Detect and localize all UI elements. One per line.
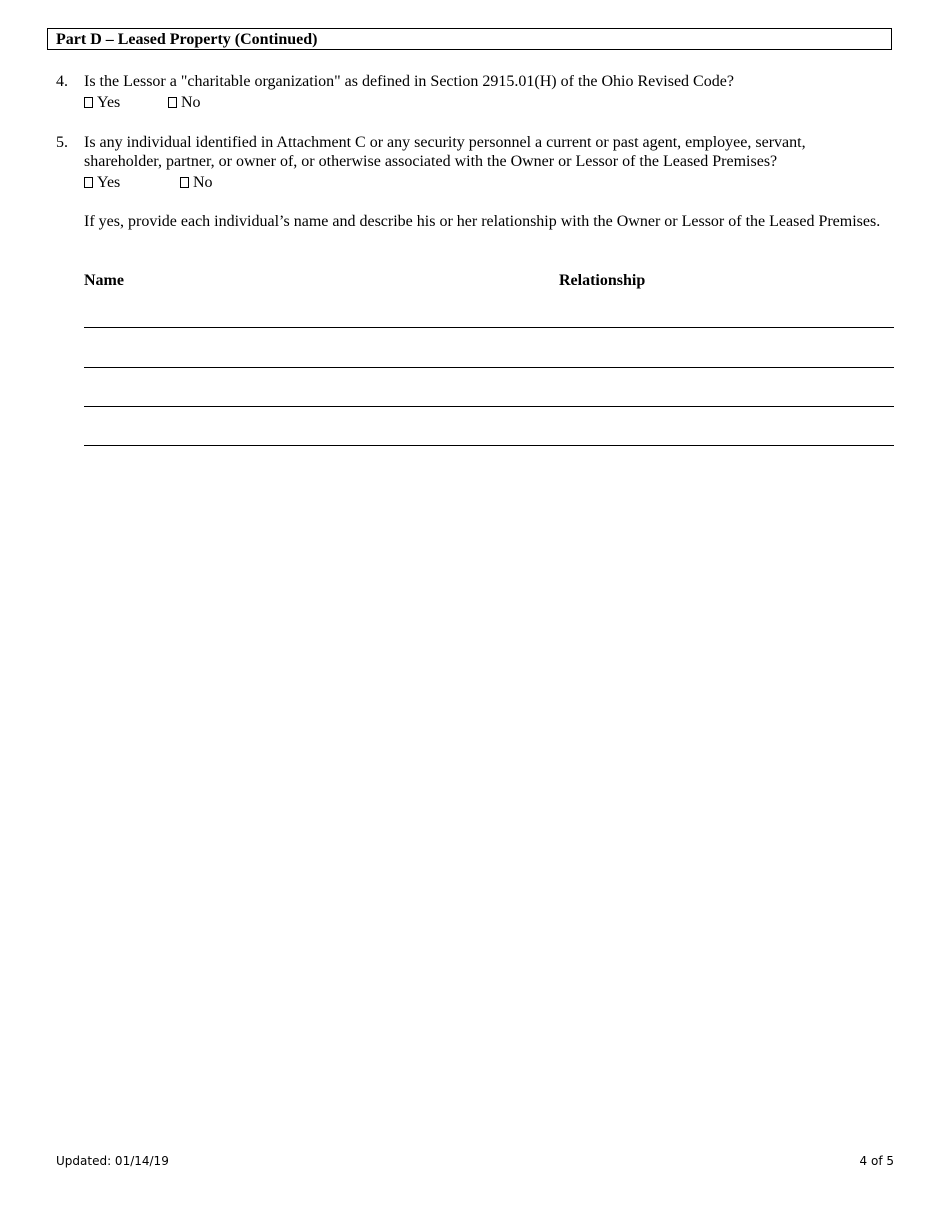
- checkbox-icon[interactable]: [84, 97, 93, 108]
- question-4-number: 4.: [56, 73, 68, 90]
- question-5-no-option[interactable]: [180, 173, 213, 192]
- section-header: [47, 28, 892, 50]
- checkbox-icon[interactable]: [168, 97, 177, 108]
- entry-line-4[interactable]: [84, 445, 894, 446]
- question-5-yes-label: Yes: [97, 174, 121, 191]
- relationship-column-header: Relationship: [559, 272, 646, 289]
- footer-updated: Updated: 01/14/19: [56, 1154, 169, 1168]
- entry-line-1[interactable]: [84, 327, 894, 328]
- entry-line-3[interactable]: [84, 406, 894, 407]
- question-5-followup: If yes, provide each individual’s name and describe his or her relationship with the Owner or Lessor of the Leased Premises.: [84, 213, 881, 230]
- question-5-yes-option[interactable]: [84, 173, 120, 192]
- question-5-number: 5.: [56, 134, 68, 151]
- question-5-text: Is any individual identified in Attachment C or any security personnel a current or past agent, employee, servant, shareholder, partner, or owner of, or otherwise associated with the Owner or Lessor of the Leased Premises?: [84, 134, 806, 170]
- footer-page-number: 4 of 5: [859, 1154, 894, 1168]
- entry-line-2[interactable]: [84, 367, 894, 368]
- checkbox-icon[interactable]: [180, 177, 189, 188]
- section-title: Part D – Leased Property (Continued): [56, 31, 318, 48]
- question-4-text: Is the Lessor a "charitable organization" as defined in Section 2915.01(H) of the Ohio Revised Code?: [84, 73, 734, 90]
- question-4-no-label: No: [181, 94, 201, 111]
- question-5-no-label: No: [193, 174, 213, 191]
- name-column-header: Name: [84, 272, 124, 289]
- question-4-yes-label: Yes: [97, 94, 121, 111]
- question-4-yes-option[interactable]: [84, 93, 120, 112]
- checkbox-icon[interactable]: [84, 177, 93, 188]
- question-4-no-option[interactable]: [168, 93, 201, 112]
